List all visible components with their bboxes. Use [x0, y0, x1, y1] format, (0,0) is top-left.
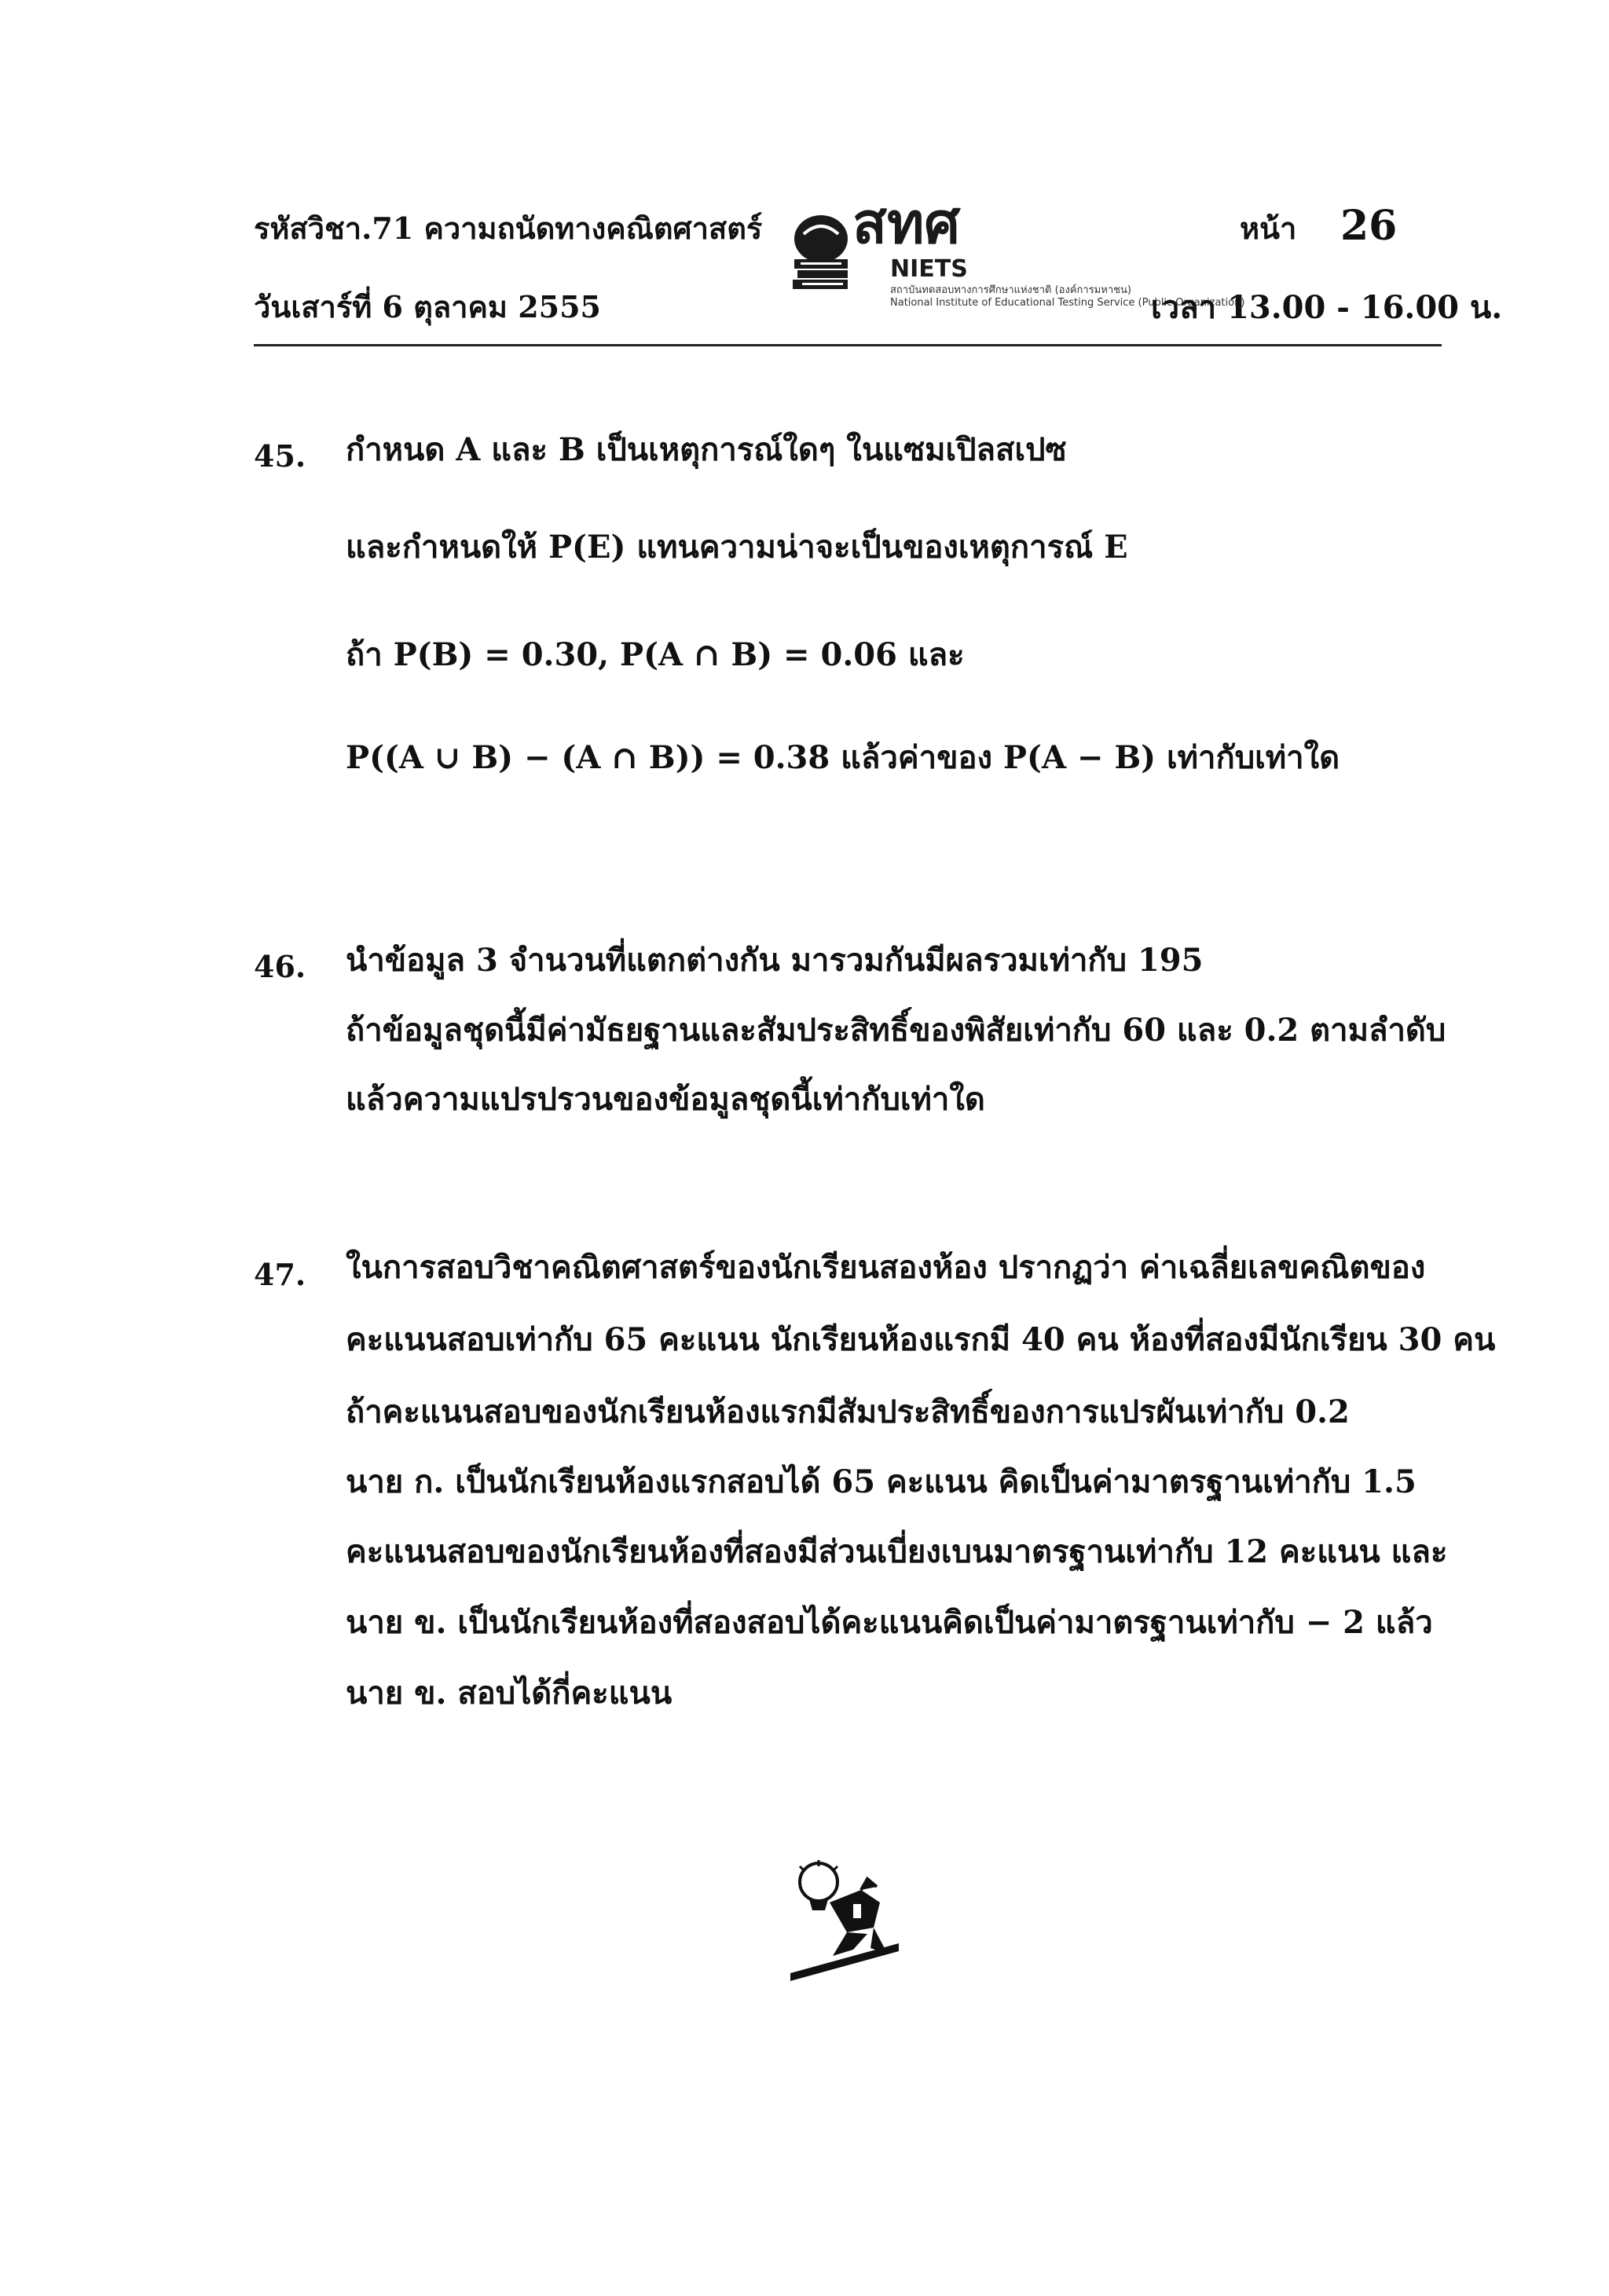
page-label: หน้า: [1240, 211, 1297, 246]
exam-date: วันเสาร์ที่ 6 ตุลาคม 2555: [254, 289, 601, 324]
question-47-line-6: นาย ข. เป็นนักเรียนห้องที่สองสอบได้คะแนนคิดเป็นค่ามาตรฐานเท่ากับ − 2 แล้ว: [346, 1604, 1433, 1641]
page-number: 26: [1340, 202, 1398, 250]
question-46-line-3: แล้วความแปรปรวนของข้อมูลชุดนี้เท่ากับเท่าใด: [346, 1081, 985, 1118]
question-47-line-4: นาย ก. เป็นนักเรียนห้องแรกสอบได้ 65 คะแนน คิดเป็นค่ามาตรฐานเท่ากับ 1.5: [346, 1463, 1417, 1500]
logo-subtitle-th: สถาบันทดสอบทางการศึกษาแห่งชาติ (องค์การมหาชน): [890, 284, 1131, 296]
question-45-line-2: และกำหนดให้ P(E) แทนความน่าจะเป็นของเหตุการณ์ E: [346, 529, 1128, 566]
logo-abbr: NIETS: [890, 255, 968, 283]
header-divider: [254, 344, 1442, 346]
question-45-line-1: กำหนด A และ B เป็นเหตุการณ์ใดๆ ในแซมเปิลสเปซ: [346, 431, 1067, 468]
logo-subtitle-en: National Institute of Educational Testing Service (Public Organization): [890, 297, 1245, 309]
exam-time: เวลา 13.00 - 16.00 น.: [1151, 289, 1503, 326]
question-number: 47.: [254, 1257, 306, 1292]
books-icon: [790, 211, 851, 305]
question-45-line-3: ถ้า P(B) = 0.30, P(A ∩ B) = 0.06 และ: [346, 636, 965, 673]
question-47-line-7: นาย ข. สอบได้กี่คะแนน: [346, 1675, 673, 1712]
question-47-line-2: คะแนนสอบเท่ากับ 65 คะแนน นักเรียนห้องแรกมี 40 คน ห้องที่สองมีนักเรียน 30 คน: [346, 1321, 1496, 1358]
lightbulb-mascot-icon: [786, 1855, 903, 1989]
question-46-line-2: ถ้าข้อมูลชุดนี้มีค่ามัธยฐานและสัมประสิทธิ์ของพิสัยเท่ากับ 60 และ 0.2 ตามลำดับ: [346, 1012, 1446, 1049]
question-47-line-3: ถ้าคะแนนสอบของนักเรียนห้องแรกมีสัมประสิทธิ์ของการแปรผันเท่ากับ 0.2: [346, 1393, 1350, 1430]
subject-code: รหัสวิชา.71 ความถนัดทางคณิตศาสตร์: [254, 211, 763, 246]
niets-logo: [790, 190, 1245, 320]
logo-wordmark: สทศ: [852, 190, 961, 256]
question-47-line-5: คะแนนสอบของนักเรียนห้องที่สองมีส่วนเบี่ยงเบนมาตรฐานเท่ากับ 12 คะแนน และ: [346, 1533, 1448, 1570]
question-47-line-1: ในการสอบวิชาคณิตศาสตร์ของนักเรียนสองห้อง ปรากฏว่า ค่าเฉลี่ยเลขคณิตของ: [346, 1249, 1426, 1286]
question-number: 45.: [254, 438, 306, 474]
question-number: 46.: [254, 949, 306, 984]
question-46-line-1: นำข้อมูล 3 จำนวนที่แตกต่างกัน มารวมกันมีผลรวมเท่ากับ 195: [346, 942, 1204, 979]
question-45-line-4: P((A ∪ B) − (A ∩ B)) = 0.38 แล้วค่าของ P(A − B) เท่ากับเท่าใด: [346, 739, 1340, 776]
